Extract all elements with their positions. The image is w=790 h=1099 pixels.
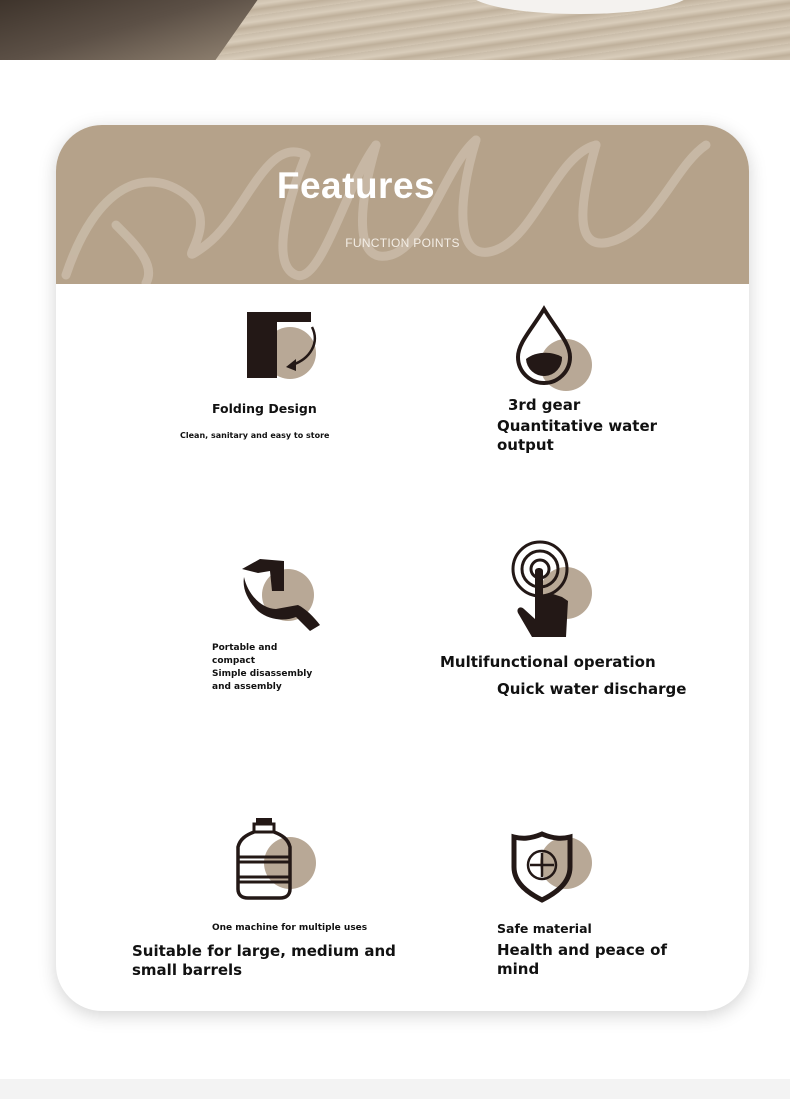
bottom-strip xyxy=(0,1079,790,1099)
water-barrel-icon xyxy=(234,815,320,901)
page-subtitle: FUNCTION POINTS xyxy=(345,236,460,250)
features-header xyxy=(56,125,749,284)
touch-finger-icon xyxy=(510,539,596,641)
photo-white-plate xyxy=(470,0,690,14)
feature-3-line1: Portable and xyxy=(212,643,278,653)
feature-6-description-line1: Health and peace of xyxy=(497,941,667,959)
feature-5-description-line2: small barrels xyxy=(132,961,243,979)
feature-1-title: Folding Design xyxy=(212,401,317,416)
feature-3-line4: and assembly xyxy=(212,682,282,692)
feature-6-description-line2: mind xyxy=(497,960,540,978)
feature-4-description: Quick water discharge xyxy=(497,680,687,698)
feature-2-title: 3rd gear xyxy=(508,396,581,414)
feature-5-description-line1: Suitable for large, medium and xyxy=(132,942,396,960)
feature-6-title: Safe material xyxy=(497,921,592,936)
feature-3-line3: Simple disassembly xyxy=(212,669,313,679)
feature-3-line2: compact xyxy=(212,656,256,666)
feature-4-title: Multifunctional operation xyxy=(440,653,656,671)
hand-holding-device-icon xyxy=(240,555,324,633)
feature-1-description: Clean, sanitary and easy to store xyxy=(180,431,330,440)
top-product-photo xyxy=(0,0,790,60)
features-card xyxy=(56,125,749,1011)
feature-2-description-line2: output xyxy=(497,436,554,454)
photo-dark-edge xyxy=(0,0,265,60)
feature-2-description-line1: Quantitative water xyxy=(497,417,658,435)
feature-5-title: One machine for multiple uses xyxy=(212,923,368,933)
shield-plus-icon xyxy=(510,831,596,903)
page-title: Features xyxy=(276,165,436,206)
folding-faucet-icon xyxy=(244,309,324,389)
water-drop-icon xyxy=(514,305,596,395)
